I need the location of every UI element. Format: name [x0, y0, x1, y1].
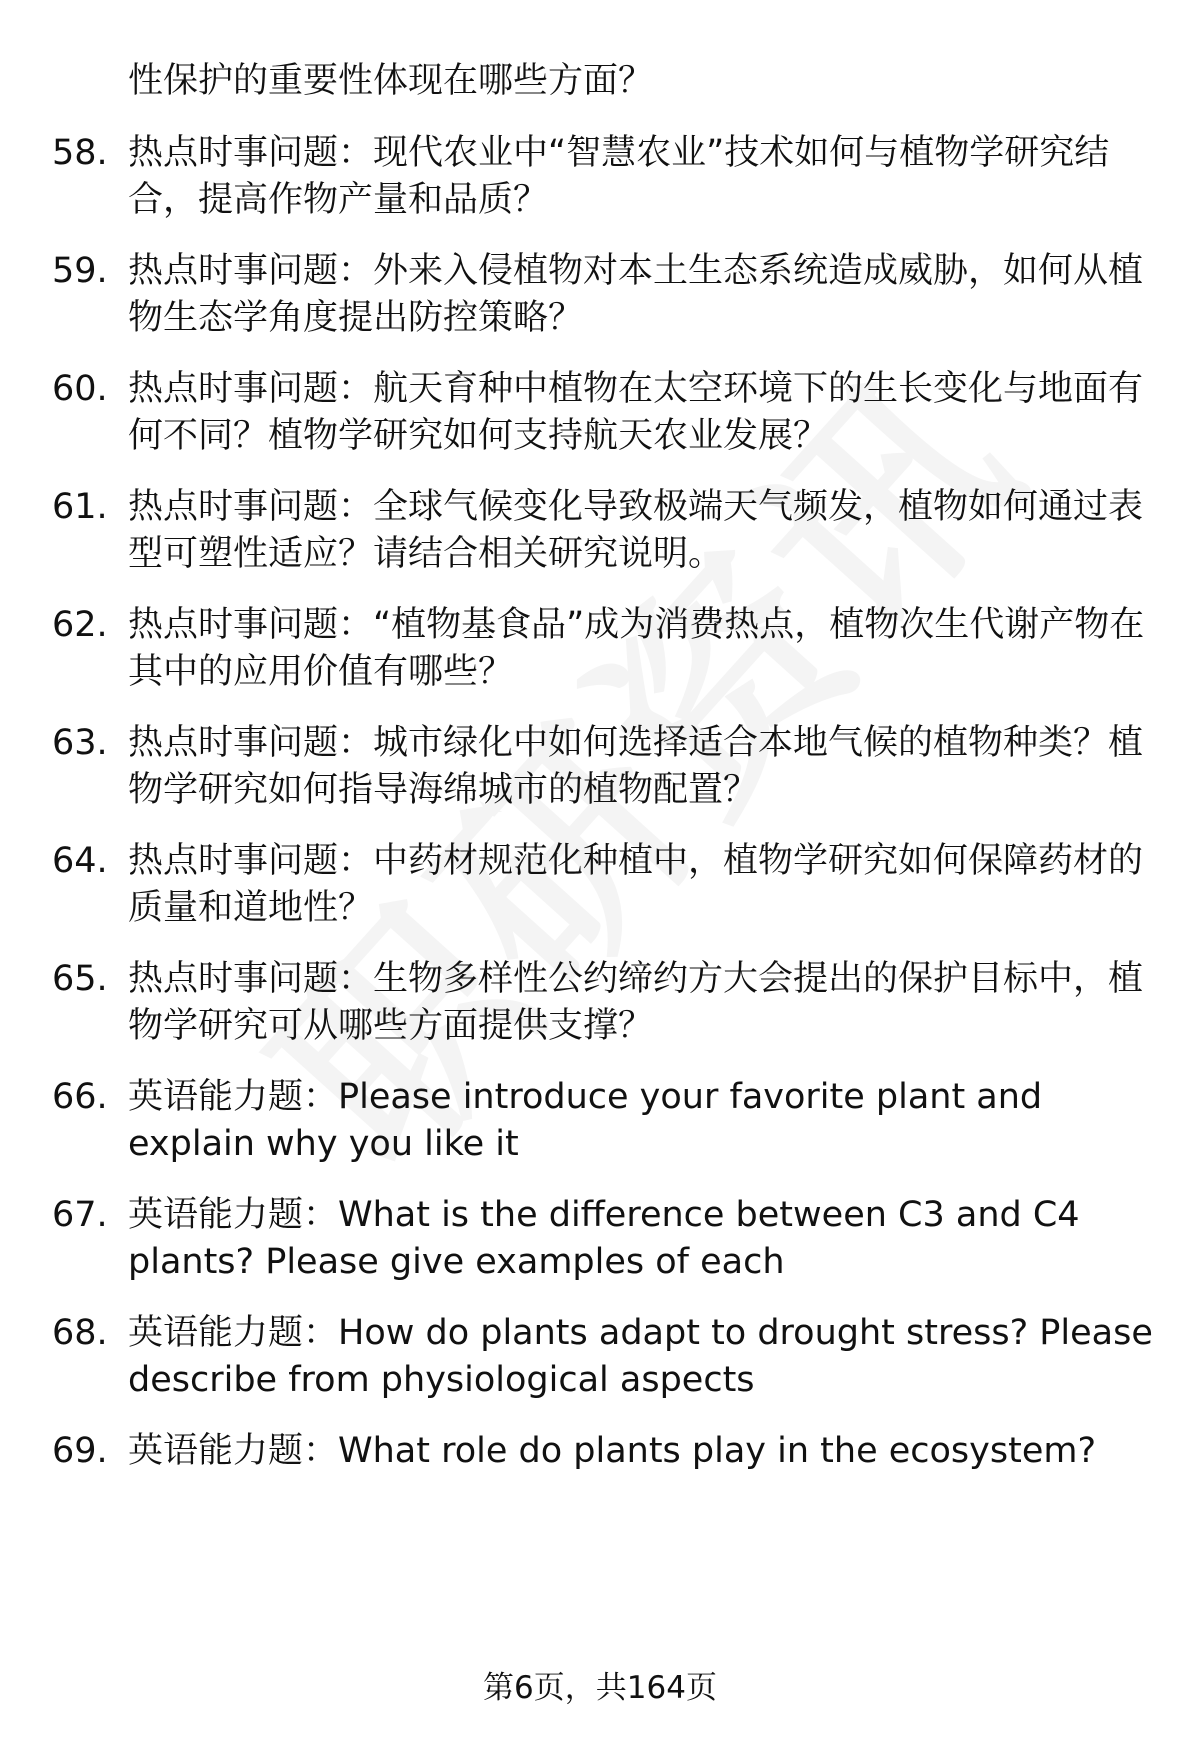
question-number: 60.: [52, 369, 108, 409]
question-item: [52, 1074, 1168, 1168]
question-item: [52, 602, 1168, 696]
question-text: 热点时事问题：中药材规范化种植中，植物学研究如何保障药材的质量和道地性？: [128, 841, 1144, 928]
question-item: [52, 956, 1168, 1050]
question-number: 59.: [52, 251, 108, 291]
question-number: 66.: [52, 1077, 108, 1117]
question-item: [52, 1310, 1168, 1404]
question-item: [52, 366, 1168, 460]
question-text: 热点时事问题：生物多样性公约缔约方大会提出的保护目标中，植物学研究可从哪些方面提供支撑？: [128, 959, 1144, 1046]
question-number: 64.: [52, 841, 108, 881]
question-number: 63.: [52, 723, 108, 763]
question-text: 英语能力题：Please introduce your favorite plant and explain why you like it: [128, 1077, 1043, 1164]
question-item: [52, 130, 1168, 224]
page-number: 第6页，共164页: [483, 1670, 717, 1706]
question-text: 英语能力题：What is the difference between C3 and C4 plants? Please give examples of each: [128, 1195, 1080, 1282]
question-text: 热点时事问题：“植物基食品”成为消费热点，植物次生代谢产物在其中的应用价值有哪些？: [128, 605, 1145, 692]
question-text: 热点时事问题：现代农业中“智慧农业”技术如何与植物学研究结合，提高作物产量和品质？: [128, 133, 1110, 220]
question-text: 热点时事问题：全球气候变化导致极端天气频发，植物如何通过表型可塑性适应？请结合相关研究说明。: [128, 487, 1144, 574]
question-text: 热点时事问题：航天育种中植物在太空环境下的生长变化与地面有何不同？植物学研究如何支持航天农业发展？: [128, 369, 1144, 456]
question-text: 英语能力题：How do plants adapt to drought stress? Please describe from physiological aspects: [128, 1313, 1153, 1400]
question-number: 69.: [52, 1431, 108, 1471]
question-number: 62.: [52, 605, 108, 645]
question-item: [52, 248, 1168, 342]
question-number: 61.: [52, 487, 108, 527]
question-text: 英语能力题：What role do plants play in the ecosystem?: [128, 1431, 1097, 1471]
question-item: [52, 838, 1168, 932]
question-item: [52, 720, 1168, 814]
continued-question-text: 性保护的重要性体现在哪些方面？: [128, 61, 654, 101]
question-item: [52, 484, 1168, 578]
question-number: 68.: [52, 1313, 108, 1353]
question-text: 热点时事问题：外来入侵植物对本土生态系统造成威胁，如何从植物生态学角度提出防控策略？: [128, 251, 1144, 338]
question-item: [52, 1192, 1168, 1286]
question-number: 58.: [52, 133, 108, 173]
question-item: [52, 1428, 1168, 1475]
question-text: 热点时事问题：城市绿化中如何选择适合本地气候的植物种类？植物学研究如何指导海绵城市的植物配置？: [128, 723, 1144, 810]
question-number: 65.: [52, 959, 108, 999]
question-number: 67.: [52, 1195, 108, 1235]
